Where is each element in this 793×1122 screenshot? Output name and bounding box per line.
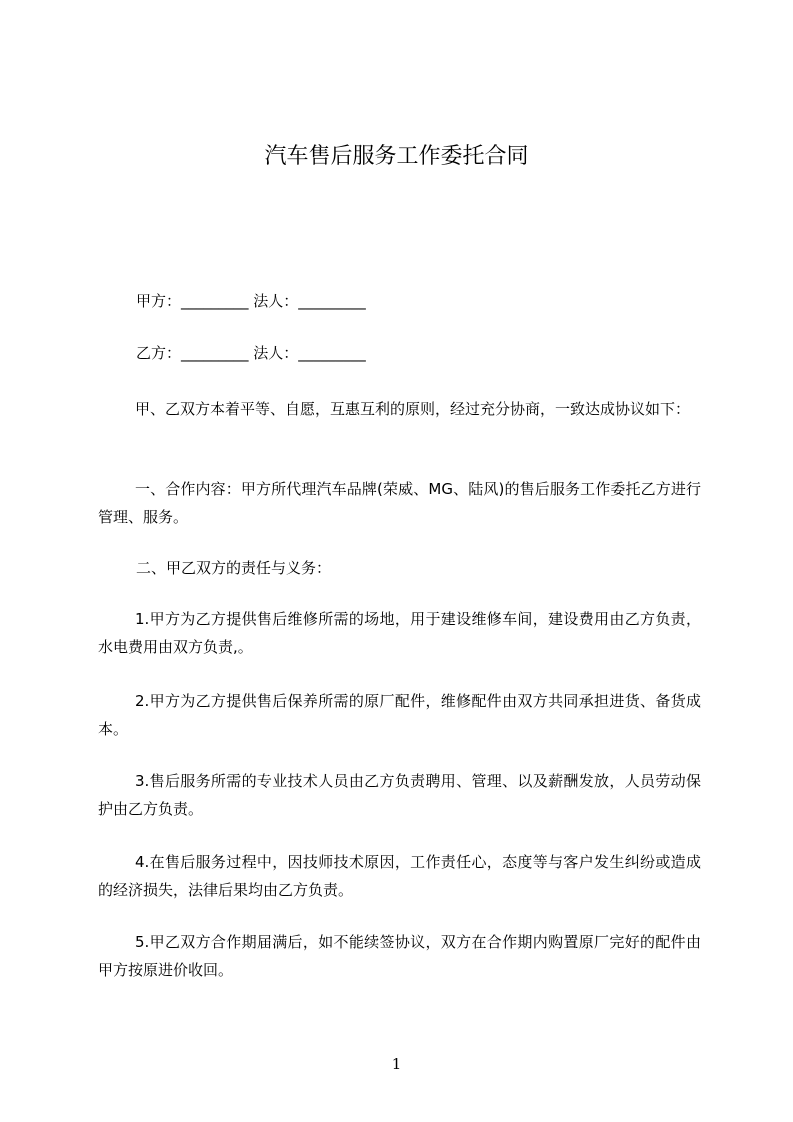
page-number: 1 <box>391 1055 402 1073</box>
section-1-paragraph: 一、合作内容：甲方所代理汽车品牌(荣威、MG、陆风)的售后服务工作委托乙方进行管理、服务。 <box>98 480 701 526</box>
document-title: 汽车售后服务工作委托合同 <box>264 144 529 169</box>
clause-3-paragraph: 3.售后服务所需的专业技术人员由乙方负责聘用、管理、以及薪酬发放，人员劳动保护由乙方负责。 <box>98 772 701 818</box>
clause-5-paragraph: 5.甲乙双方合作期届满后，如不能续签协议，双方在合作期内购置原厂完好的配件由甲方按原进价收回。 <box>98 933 701 979</box>
party-a-line: 甲方：_________ 法人：_________ <box>136 292 366 310</box>
clause-1-paragraph: 1.甲方为乙方提供售后维修所需的场地，用于建设维修车间，建设费用由乙方负责，水电费用由双方负责,。 <box>98 610 701 656</box>
party-b-line: 乙方：_________ 法人：_________ <box>136 344 366 362</box>
preamble-paragraph: 甲、乙双方本着平等、自愿，互惠互利的原则，经过充分协商，一致达成协议如下： <box>135 400 691 418</box>
clause-2-paragraph: 2.甲方为乙方提供售后保养所需的原厂配件，维修配件由双方共同承担进货、备货成本。 <box>98 692 701 738</box>
section-2-heading: 二、甲乙双方的责任与义务： <box>136 559 332 577</box>
clause-4-paragraph: 4.在售后服务过程中，因技师技术原因，工作责任心，态度等与客户发生纠纷或造成的经济损失，法律后果均由乙方负责。 <box>98 853 701 899</box>
